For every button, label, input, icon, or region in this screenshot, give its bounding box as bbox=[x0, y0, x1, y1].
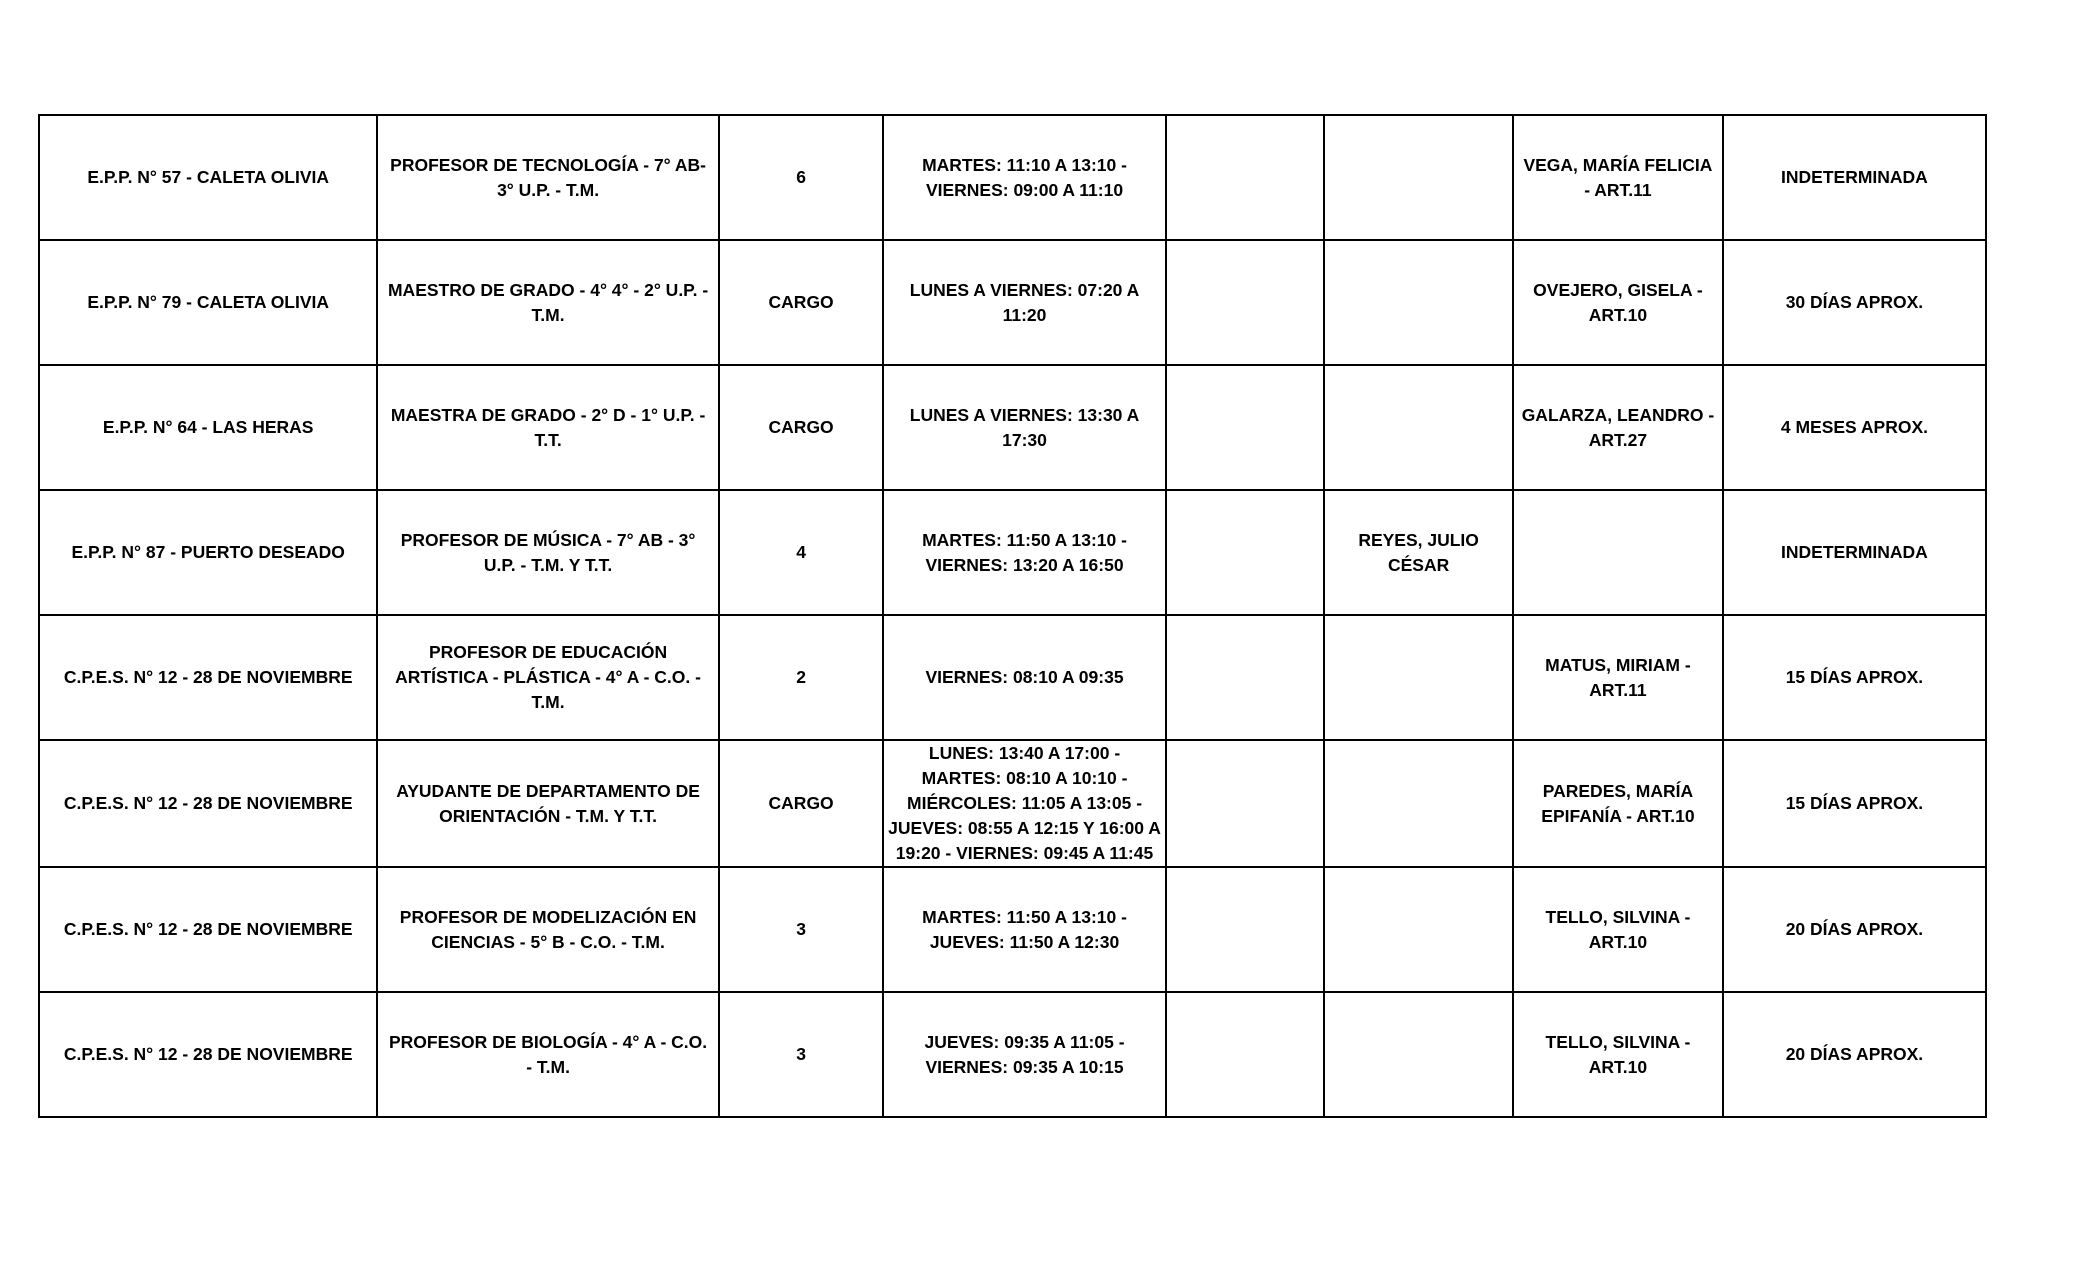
holder-cell: TELLO, SILVINA - ART.10 bbox=[1513, 992, 1723, 1117]
duration-cell: 15 DÍAS APROX. bbox=[1723, 615, 1986, 740]
schedule-cell: MARTES: 11:50 A 13:10 - JUEVES: 11:50 A 12:30 bbox=[883, 867, 1165, 992]
holder-cell: TELLO, SILVINA - ART.10 bbox=[1513, 867, 1723, 992]
table-row bbox=[39, 240, 1986, 365]
schedule-cell: LUNES A VIERNES: 13:30 A 17:30 bbox=[883, 365, 1165, 490]
vacancy-table bbox=[38, 114, 1987, 1118]
position-cell: PROFESOR DE MODELIZACIÓN EN CIENCIAS - 5° B - C.O. - T.M. bbox=[377, 867, 718, 992]
position-cell: PROFESOR DE TECNOLOGÍA - 7° AB- 3° U.P. - T.M. bbox=[377, 115, 718, 240]
assigned-teacher-cell bbox=[1324, 615, 1513, 740]
empty-cell bbox=[1166, 740, 1325, 867]
school-cell: C.P.E.S. N° 12 - 28 DE NOVIEMBRE bbox=[39, 992, 377, 1117]
empty-cell bbox=[1166, 115, 1325, 240]
schedule-cell: JUEVES: 09:35 A 11:05 - VIERNES: 09:35 A 10:15 bbox=[883, 992, 1165, 1117]
hours-cell: 6 bbox=[719, 115, 884, 240]
holder-cell: OVEJERO, GISELA - ART.10 bbox=[1513, 240, 1723, 365]
duration-cell: 20 DÍAS APROX. bbox=[1723, 867, 1986, 992]
empty-cell bbox=[1166, 490, 1325, 615]
table-row bbox=[39, 992, 1986, 1117]
schedule-cell: LUNES: 13:40 A 17:00 - MARTES: 08:10 A 10:10 - MIÉRCOLES: 11:05 A 13:05 - JUEVES: 08:55 A 12:15 Y 16:00 A 19:20 - VIERNES: 09:45 A 11:45 bbox=[883, 740, 1165, 867]
hours-cell: CARGO bbox=[719, 740, 884, 867]
table-row bbox=[39, 365, 1986, 490]
assigned-teacher-cell bbox=[1324, 240, 1513, 365]
school-cell: E.P.P. N° 64 - LAS HERAS bbox=[39, 365, 377, 490]
assigned-teacher-cell bbox=[1324, 992, 1513, 1117]
position-cell: PROFESOR DE MÚSICA - 7° AB - 3° U.P. - T.M. Y T.T. bbox=[377, 490, 718, 615]
school-cell: E.P.P. N° 87 - PUERTO DESEADO bbox=[39, 490, 377, 615]
table-row bbox=[39, 615, 1986, 740]
hours-cell: 2 bbox=[719, 615, 884, 740]
holder-cell: MATUS, MIRIAM - ART.11 bbox=[1513, 615, 1723, 740]
holder-cell bbox=[1513, 490, 1723, 615]
position-cell: PROFESOR DE EDUCACIÓN ARTÍSTICA - PLÁSTICA - 4° A - C.O. - T.M. bbox=[377, 615, 718, 740]
holder-cell: PAREDES, MARÍA EPIFANÍA - ART.10 bbox=[1513, 740, 1723, 867]
duration-cell: 4 MESES APROX. bbox=[1723, 365, 1986, 490]
holder-cell: VEGA, MARÍA FELICIA - ART.11 bbox=[1513, 115, 1723, 240]
duration-cell: INDETERMINADA bbox=[1723, 115, 1986, 240]
position-cell: AYUDANTE DE DEPARTAMENTO DE ORIENTACIÓN - T.M. Y T.T. bbox=[377, 740, 718, 867]
assigned-teacher-cell bbox=[1324, 115, 1513, 240]
duration-cell: 30 DÍAS APROX. bbox=[1723, 240, 1986, 365]
empty-cell bbox=[1166, 867, 1325, 992]
school-cell: E.P.P. N° 79 - CALETA OLIVIA bbox=[39, 240, 377, 365]
empty-cell bbox=[1166, 365, 1325, 490]
schedule-cell: LUNES A VIERNES: 07:20 A 11:20 bbox=[883, 240, 1165, 365]
table-row bbox=[39, 867, 1986, 992]
table-row bbox=[39, 115, 1986, 240]
table-row bbox=[39, 490, 1986, 615]
table-body bbox=[39, 115, 1986, 1117]
position-cell: MAESTRA DE GRADO - 2° D - 1° U.P. - T.T. bbox=[377, 365, 718, 490]
hours-cell: 3 bbox=[719, 992, 884, 1117]
position-cell: MAESTRO DE GRADO - 4° 4° - 2° U.P. - T.M. bbox=[377, 240, 718, 365]
hours-cell: 4 bbox=[719, 490, 884, 615]
position-cell: PROFESOR DE BIOLOGÍA - 4° A - C.O. - T.M. bbox=[377, 992, 718, 1117]
school-cell: E.P.P. N° 57 - CALETA OLIVIA bbox=[39, 115, 377, 240]
assigned-teacher-cell bbox=[1324, 740, 1513, 867]
schedule-cell: MARTES: 11:50 A 13:10 - VIERNES: 13:20 A 16:50 bbox=[883, 490, 1165, 615]
table-row bbox=[39, 740, 1986, 867]
empty-cell bbox=[1166, 992, 1325, 1117]
assigned-teacher-cell bbox=[1324, 867, 1513, 992]
hours-cell: 3 bbox=[719, 867, 884, 992]
duration-cell: INDETERMINADA bbox=[1723, 490, 1986, 615]
empty-cell bbox=[1166, 615, 1325, 740]
holder-cell: GALARZA, LEANDRO - ART.27 bbox=[1513, 365, 1723, 490]
school-cell: C.P.E.S. N° 12 - 28 DE NOVIEMBRE bbox=[39, 615, 377, 740]
assigned-teacher-cell: REYES, JULIO CÉSAR bbox=[1324, 490, 1513, 615]
hours-cell: CARGO bbox=[719, 240, 884, 365]
empty-cell bbox=[1166, 240, 1325, 365]
school-cell: C.P.E.S. N° 12 - 28 DE NOVIEMBRE bbox=[39, 740, 377, 867]
schedule-cell: MARTES: 11:10 A 13:10 - VIERNES: 09:00 A 11:10 bbox=[883, 115, 1165, 240]
duration-cell: 20 DÍAS APROX. bbox=[1723, 992, 1986, 1117]
school-cell: C.P.E.S. N° 12 - 28 DE NOVIEMBRE bbox=[39, 867, 377, 992]
schedule-cell: VIERNES: 08:10 A 09:35 bbox=[883, 615, 1165, 740]
assigned-teacher-cell bbox=[1324, 365, 1513, 490]
duration-cell: 15 DÍAS APROX. bbox=[1723, 740, 1986, 867]
hours-cell: CARGO bbox=[719, 365, 884, 490]
